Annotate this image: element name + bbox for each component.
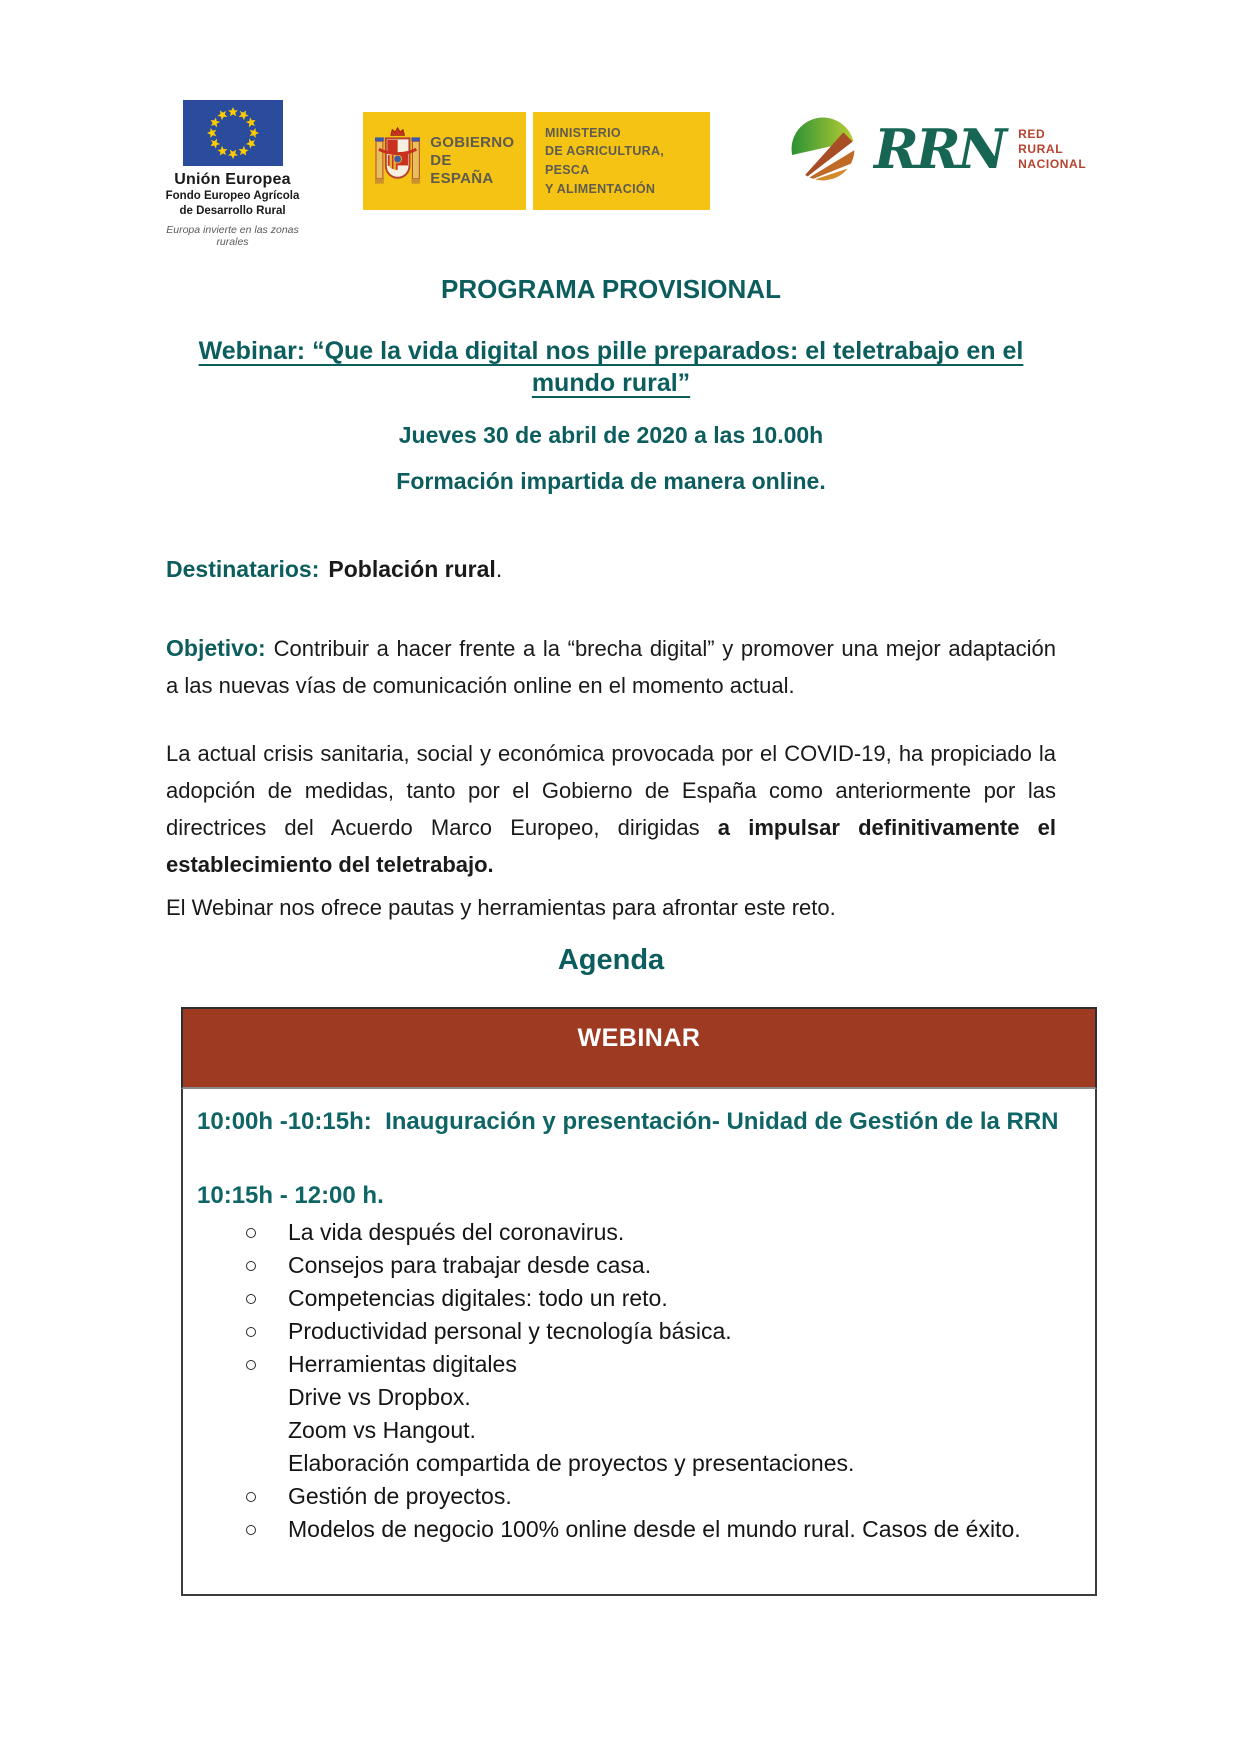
eu-logo-title: Unión Europea — [174, 171, 291, 188]
agenda-row-text: La vida después del coronavirus. — [288, 1219, 625, 1245]
eu-logo-subtitle-1: Fondo Europeo Agrícola — [165, 190, 300, 202]
eu-logo-tagline: Europa invierte en las zonas rurales — [166, 223, 299, 248]
destinatarios-line — [166, 554, 1056, 585]
agenda-row — [183, 1480, 1085, 1513]
agenda-row-text: Competencias digitales: todo un reto. — [288, 1285, 668, 1311]
agenda-row-text: Productividad personal y tecnología básica. — [288, 1318, 732, 1344]
destinatarios-value: Población rural — [328, 556, 496, 582]
agenda-row — [183, 1216, 1085, 1249]
spain-coat-of-arms-icon — [375, 125, 420, 197]
agenda-row — [183, 1513, 1085, 1546]
rrn-text-line-3: NACIONAL — [1018, 156, 1087, 171]
gobierno-logo-left — [363, 112, 526, 210]
agenda-row — [183, 1348, 1085, 1381]
agenda-row — [183, 1282, 1085, 1315]
covid-paragraph — [166, 735, 1056, 883]
logo-header — [0, 0, 1242, 248]
webinar-title: Webinar: “Que la vida digital nos pille preparados: el teletrabajo en el mundo rural” — [198, 337, 1024, 397]
gobierno-logo-text — [430, 134, 518, 188]
ministry-line-1: MINISTERIO — [545, 125, 621, 140]
closing-line: El Webinar nos ofrece pautas y herramientas para afrontar este reto. — [166, 895, 836, 920]
circle-bullet-icon — [246, 1525, 256, 1535]
agenda-row — [183, 1142, 1085, 1180]
agenda-row — [183, 1249, 1085, 1282]
page-title: PROGRAMA PROVISIONAL — [441, 274, 781, 304]
date-line: Jueves 30 de abril de 2020 a las 10.00h — [398, 422, 824, 448]
circle-bullet-icon — [246, 1294, 256, 1304]
circle-bullet-icon — [246, 1360, 256, 1370]
eu-flag-icon — [183, 100, 283, 166]
agenda-row — [183, 1447, 1085, 1480]
agenda-heading: Agenda — [557, 944, 665, 976]
agenda-row-text: Modelos de negocio 100% online desde el mundo rural. Casos de éxito. — [288, 1516, 1021, 1542]
agenda-row — [183, 1180, 1085, 1212]
gobierno-line-1: GOBIERNO — [430, 134, 515, 151]
agenda-row-text: Zoom vs Hangout. — [288, 1417, 476, 1443]
circle-bullet-icon — [246, 1327, 256, 1337]
destinatarios-label: Destinatarios: — [166, 556, 320, 582]
circle-bullet-icon — [246, 1228, 256, 1238]
document-body — [0, 273, 1242, 1596]
gobierno-logo — [363, 112, 710, 210]
agenda-row-text: Consejos para trabajar desde casa. — [288, 1252, 652, 1278]
rrn-wordmark: RRN — [874, 117, 1005, 181]
eu-logo — [150, 100, 315, 248]
agenda-table-body — [181, 1089, 1097, 1596]
eu-logo-subtitle-2: de Desarrollo Rural — [179, 204, 286, 217]
ministry-line-2: DE AGRICULTURA, PESCA — [545, 144, 665, 177]
webinar-table-header: WEBINAR — [181, 1007, 1097, 1089]
agenda-row-text: Herramientas digitales — [288, 1351, 517, 1377]
rrn-text-line-2: RURAL — [1018, 141, 1064, 156]
agenda-table — [181, 1007, 1097, 1596]
objetivo-text: Contribuir a hacer frente a la “brecha digital” y promover una mejor adaptación a las nuevas vías de comunicación online en el momento actual. — [166, 636, 1056, 698]
rrn-logo-text — [1018, 127, 1086, 172]
gobierno-logo-divider — [526, 112, 533, 210]
objetivo-paragraph — [166, 630, 1056, 704]
circle-bullet-icon — [246, 1492, 256, 1502]
gobierno-line-2: DE ESPAÑA — [430, 152, 494, 187]
circle-bullet-icon — [246, 1261, 256, 1271]
agenda-row-text: Gestión de proyectos. — [288, 1483, 512, 1509]
destinatarios-period: . — [495, 556, 503, 582]
agenda-row-text: Drive vs Dropbox. — [288, 1384, 471, 1410]
agenda-row — [183, 1106, 1085, 1138]
ministry-line-3: Y ALIMENTACIÓN — [545, 181, 656, 196]
covid-text: La actual crisis sanitaria, social y económica provocada por el COVID-19, ha propiciado la adopción de medidas, tanto por el Gobierno de España como anteriormente por las directrices del Acuerdo Marco Europeo, dirigidas — [166, 741, 1056, 840]
covid-bold-text: a impulsar definitivamente el establecimiento del teletrabajo. — [166, 815, 1057, 877]
mode-line: Formación impartida de manera online. — [396, 468, 826, 494]
agenda-row-text: 10:15h - 12:00 h. — [197, 1182, 384, 1209]
agenda-row — [183, 1315, 1085, 1348]
rrn-text-line-1: RED — [1018, 126, 1046, 141]
agenda-row — [183, 1414, 1085, 1447]
ministry-logo-text — [533, 112, 710, 210]
agenda-row-text: 10:00h -10:15h: Inauguración y presentación- Unidad de Gestión de la RRN — [197, 1108, 1059, 1135]
rrn-sun-icon — [786, 112, 860, 186]
rrn-logo — [786, 110, 1086, 188]
agenda-row-text: Elaboración compartida de proyectos y presentaciones. — [288, 1450, 855, 1476]
agenda-row — [183, 1381, 1085, 1414]
objetivo-label: Objetivo: — [166, 635, 266, 661]
